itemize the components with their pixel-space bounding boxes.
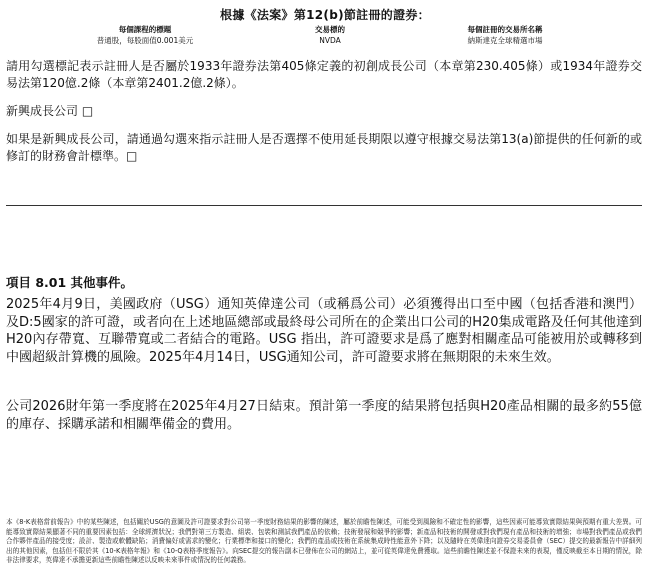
item-paragraph-1: 2025年4月9日，美國政府（USG）通知英偉達公司（或稱爲公司）必須獲得出口至中國（包括香港和澳門）及D:5國家的許可證，或者向在上述地區總部或最終母公司所在的企業出口公司的H20集成電路及任何其他達到H20內存帶寬、互聯帶寬或二者結合的電路。USG 指出，許可證要求是爲了應對相關產品可能被用於或轉移到中國超級計算機的風險。2025年4月14日，USG通知公司，許可證要求將在無期限的未來生效。 xyxy=(6,297,642,365)
trading-symbol-value: NVDA xyxy=(319,36,341,45)
class-title-header: 每個課程的標題 xyxy=(118,25,172,34)
emerging-growth-check-statement: 請用勾選標記表示註冊人是否屬於1933年證券法第405條定義的初創成長公司（本章第230.405條）或1934年證券交易法第120億.2條（本章第2401.2億.2條）。 xyxy=(6,59,642,90)
exchange-header: 每個註冊的交易所名稱 xyxy=(467,25,543,34)
forward-looking-footnote: 本《8-K表格當前報告》中的某些陳述，包括關於USG的意圖及許可證要求對公司第一季度財務結果的影響的陳述，屬於前瞻性陳述，可能受到風險和不確定性的影響，這些因素可能導致實際結果與預期有重大差異。可能導致實際結果顯著不同的重要因素包括：全球經濟狀況；我們對第三方製造、組裝、包裝和測試我們產品的依賴；技術發展和競爭的影響；新產品和技術的開發或對我們現有產品和技術的增強；市場對我們產品或我們合作夥伴產品的接受度；設計、製造或軟體缺陷；消費偏好或需求的變化；行業標準和接口的變化；我們的產品或技術在系統集成時性能意外下降；以及隨時在英偉達向證券交易委員會（SEC）提交的最新報告中詳細列出的其他因素，包括但不限於其《10-K表格年報》和《10-Q表格季度報告》。向SEC提交的報告副本已發佈在公司的網站上，並可從英偉達免費獲取。這些前瞻性陳述並不保證未來的表現，僅反映截至本日期的情況，除非法律要求，英偉達不承擔更新這些前瞻性陳述以反映未來事件或情況的任何義務。 xyxy=(6,518,642,565)
emerging-growth-election-statement: 如果是新興成長公司，請通過勾選來指示註冊人是否選擇不使用延長期限以遵守根據交易法第13(a)節提供的任何新的或修訂的財務會計標準。□ xyxy=(6,132,642,163)
item-title: 項目 8.01 其他事件。 xyxy=(6,275,134,290)
emerging-growth-company-label: 新興成長公司 □ xyxy=(6,104,94,118)
class-title-column xyxy=(70,24,220,46)
exchange-column xyxy=(420,24,590,46)
securities-heading: 根據《法案》第12(b)節註冊的證券： xyxy=(220,8,430,22)
section-divider xyxy=(6,205,642,206)
trading-symbol-column xyxy=(270,24,390,46)
exchange-value: 納斯達克全球精選市場 xyxy=(467,36,543,45)
trading-symbol-header: 交易標的 xyxy=(315,25,345,34)
class-title-value: 普通股，每股面值0.001美元 xyxy=(96,36,194,45)
item-paragraph-2: 公司2026財年第一季度將在2025年4月27日結束。預計第一季度的結果將包括與H20產品相關的最多約55億的庫存、採購承諾和相關準備金的費用。 xyxy=(6,399,642,432)
